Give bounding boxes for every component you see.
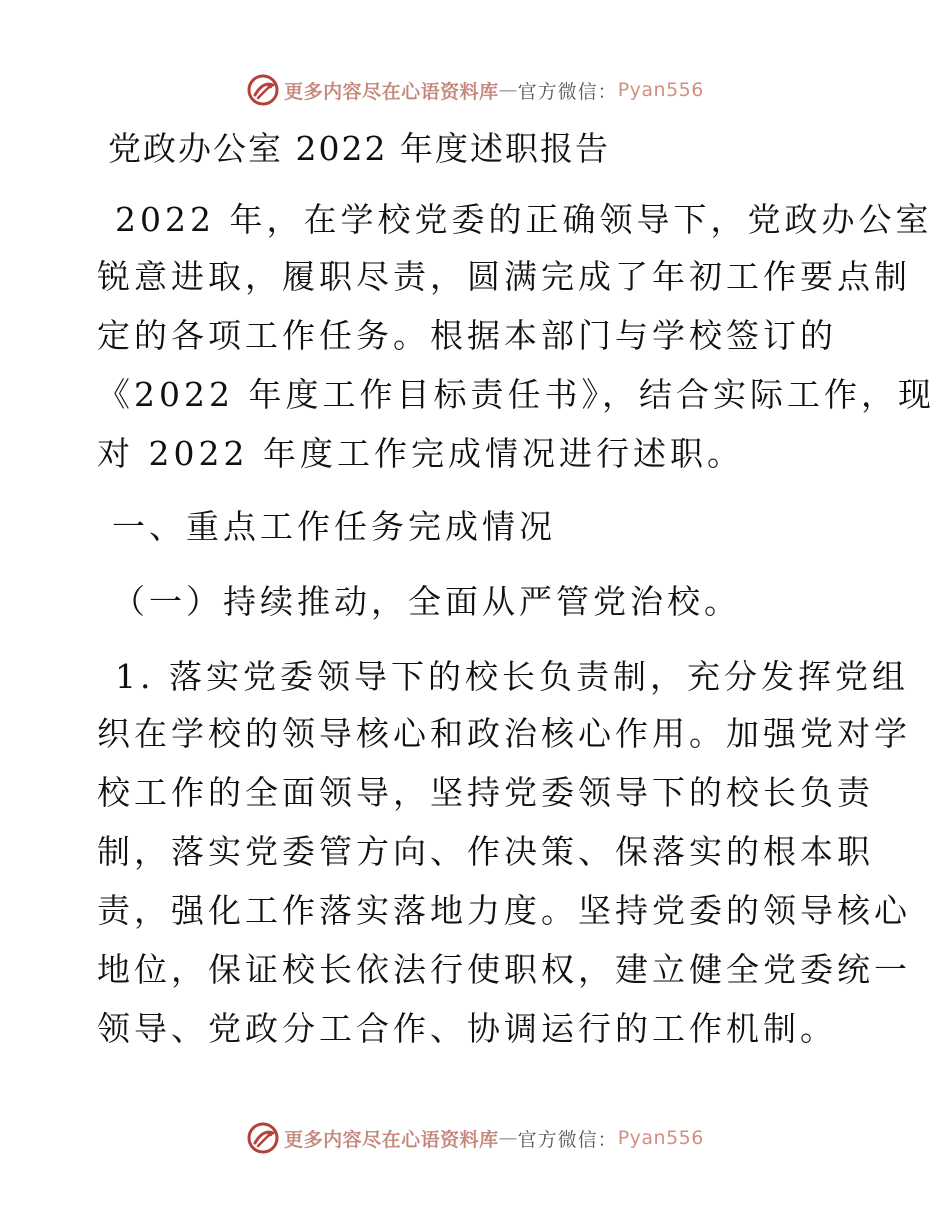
intro-line: 2022 年，在学校党委的正确领导下，党政办公室 (115, 200, 933, 239)
brand-logo-icon (246, 73, 280, 107)
item-line: 校工作的全面领导，坚持党委领导下的校长负责 (97, 773, 874, 812)
banner-wechat-label: 官方微信： (517, 80, 618, 103)
intro-line: 锐意进取，履职尽责，圆满完成了年初工作要点制 (97, 257, 911, 296)
banner-wechat-id: Pyan556 (617, 79, 704, 101)
item-paragraph-cont (97, 707, 911, 1056)
item-line: 责，强化工作落实落地力度。坚持党委的领导核心 (97, 891, 911, 930)
intro-line: 对 2022 年度工作完成情况进行述职。 (97, 434, 744, 473)
banner-wechat-label: 官方微信： (517, 1128, 618, 1151)
banner-separator: — (498, 1127, 518, 1149)
intro-paragraph (115, 193, 932, 247)
item-paragraph (115, 650, 909, 704)
banner-main-text: 更多内容尽在心语资料库 (284, 80, 499, 103)
document-title: 党政办公室 2022 年度述职报告 (108, 129, 610, 168)
item-line: 织在学校的领导核心和政治核心作用。加强党对学 (97, 714, 911, 753)
subsection-heading (112, 575, 741, 629)
subsection-heading-text: （一）持续推动，全面从严管党治校。 (112, 582, 741, 621)
footer-banner (0, 1118, 950, 1158)
item-line: 领导、党政分工合作、协调运行的工作机制。 (97, 1009, 837, 1048)
banner-wechat-id: Pyan556 (617, 1127, 704, 1149)
item-line: 1. 落实党委领导下的校长负责制，充分发挥党组 (115, 657, 909, 696)
intro-line: 《2022 年度工作目标责任书》，结合实际工作，现 (97, 375, 935, 414)
intro-paragraph-cont (97, 250, 935, 481)
brand-logo-icon (246, 1121, 280, 1155)
header-banner (0, 70, 950, 110)
banner-separator: — (498, 79, 518, 101)
item-line: 制，落实党委管方向、作决策、保落实的根本职 (97, 832, 874, 871)
section-heading (112, 500, 556, 554)
item-line: 地位，保证校长依法行使职权，建立健全党委统一 (97, 950, 911, 989)
banner-main-text: 更多内容尽在心语资料库 (284, 1128, 499, 1151)
intro-line: 定的各项工作任务。根据本部门与学校签订的 (97, 316, 837, 355)
section-heading-text: 一、重点工作任务完成情况 (112, 507, 556, 546)
